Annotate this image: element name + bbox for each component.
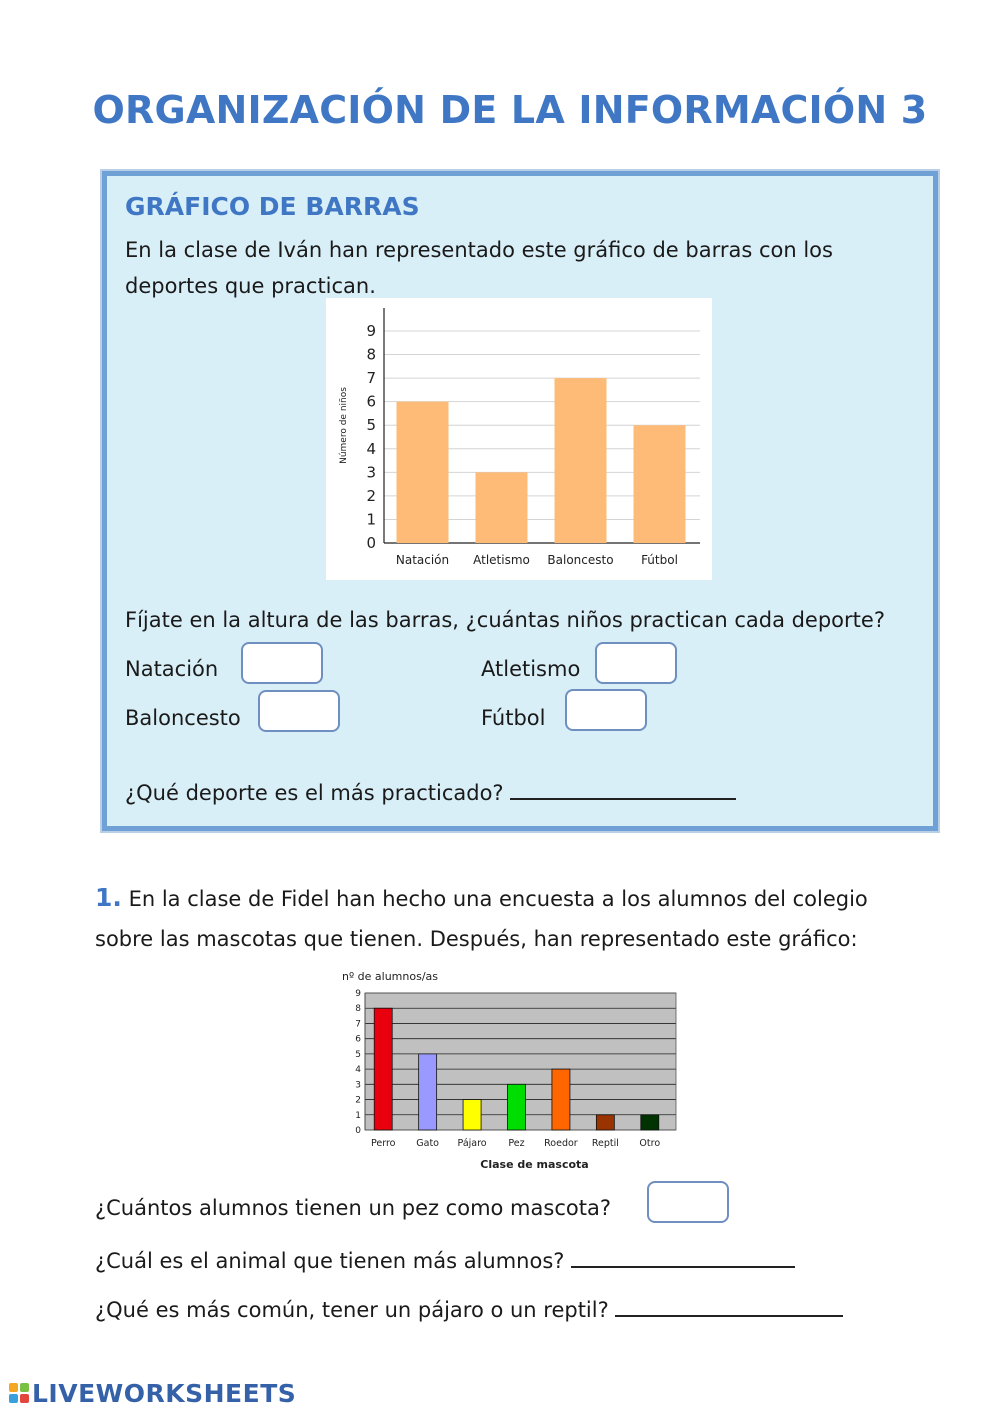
- bird-or-reptile-question: [95, 1293, 843, 1322]
- chart2-y-tick-label: 7: [355, 1019, 361, 1030]
- answer-futbol-input[interactable]: [565, 689, 647, 731]
- chart2-y-tick-label: 8: [355, 1004, 361, 1015]
- answer-baloncesto-input[interactable]: [258, 690, 340, 732]
- chart1-y-tick-label: 6: [366, 392, 376, 411]
- bird-or-reptile-answer-line[interactable]: [615, 1293, 843, 1317]
- chart2-y-tick-label: 1: [355, 1110, 361, 1121]
- chart1-category-label: Natación: [395, 553, 450, 567]
- answer-atletismo-input[interactable]: [595, 642, 677, 684]
- exercise-1-line-2: sobre las mascotas que tienen. Después, han representado este gráfico:: [95, 927, 858, 951]
- chart2-bar: [552, 1069, 570, 1130]
- label-baloncesto: Baloncesto: [125, 706, 241, 730]
- chart1-category-label: Baloncesto: [547, 553, 614, 567]
- sports-question: Fíjate en la altura de las barras, ¿cuántas niños practican cada deporte?: [125, 608, 885, 632]
- page-title: ORGANIZACIÓN DE LA INFORMACIÓN 3: [92, 88, 928, 132]
- chart1-category-label: Fútbol: [641, 553, 678, 567]
- most-practiced-question-text: ¿Qué deporte es el más practicado?: [125, 781, 504, 805]
- exercise-1-line-1: En la clase de Fidel han hecho una encuesta a los alumnos del colegio: [128, 887, 868, 911]
- chart2-x-axis-label: Clase de mascota: [480, 1158, 589, 1171]
- chart1-y-tick-label: 5: [366, 416, 376, 435]
- label-futbol: Fútbol: [481, 706, 546, 730]
- label-atletismo: Atletismo: [481, 657, 581, 681]
- chart2-bar: [463, 1100, 481, 1130]
- answer-natacion-input[interactable]: [241, 642, 323, 684]
- exercise-number: 1.: [95, 883, 122, 912]
- chart1-y-tick-label: 0: [366, 534, 376, 552]
- most-practiced-question: [125, 776, 736, 805]
- chart1-y-axis-label: Número de niños: [339, 387, 349, 464]
- chart2-bar: [419, 1054, 437, 1130]
- answer-fish-input[interactable]: [647, 1181, 729, 1223]
- liveworksheets-logo-icon: [8, 1381, 30, 1405]
- chart1-y-tick-label: 2: [366, 486, 376, 505]
- sports-bar-chart-svg: [326, 298, 712, 580]
- chart2-category-label: Pez: [508, 1138, 525, 1149]
- chart2-category-label: Roedor: [544, 1138, 578, 1149]
- chart2-y-tick-label: 0: [355, 1126, 361, 1136]
- exercise-1-statement: [95, 878, 928, 959]
- chart2-y-tick-label: 4: [355, 1065, 361, 1076]
- chart1-y-tick-label: 4: [366, 439, 376, 458]
- liveworksheets-brand: LIVEWORKSHEETS: [32, 1379, 297, 1408]
- chart2-category-label: Pájaro: [457, 1138, 487, 1149]
- most-common-animal-question: [95, 1244, 795, 1273]
- label-natacion: Natación: [125, 657, 219, 681]
- most-practiced-answer-line[interactable]: [510, 776, 736, 800]
- sports-bar-chart: [326, 298, 712, 580]
- bird-or-reptile-question-text: ¿Qué es más común, tener un pájaro o un reptil?: [95, 1298, 609, 1322]
- chart2-bar: [596, 1115, 614, 1130]
- chart1-bar: [634, 425, 686, 543]
- chart2-y-axis-label: nº de alumnos/as: [342, 970, 438, 983]
- chart1-y-tick-label: 1: [366, 510, 376, 529]
- chart2-y-tick-label: 9: [355, 989, 361, 999]
- fish-question: ¿Cuántos alumnos tienen un pez como mascota?: [95, 1196, 611, 1220]
- chart2-y-tick-label: 3: [355, 1080, 361, 1091]
- chart2-bar: [374, 1008, 392, 1130]
- intro-line-1: En la clase de Iván han representado este gráfico de barras con los: [125, 238, 833, 262]
- info-box-heading: GRÁFICO DE BARRAS: [125, 192, 420, 221]
- chart2-y-tick-label: 2: [355, 1095, 361, 1106]
- bar-chart-info-box: [102, 171, 938, 831]
- liveworksheets-logo: [8, 1379, 296, 1408]
- chart1-y-tick-label: 3: [366, 463, 376, 482]
- most-common-animal-question-text: ¿Cuál es el animal que tienen más alumnos?: [95, 1249, 565, 1273]
- chart2-y-tick-label: 5: [355, 1049, 361, 1060]
- intro-line-2: deportes que practican.: [125, 274, 376, 298]
- chart1-bar: [397, 402, 449, 543]
- pets-bar-chart-svg: [330, 965, 690, 1180]
- chart2-category-label: Otro: [639, 1138, 661, 1149]
- chart1-y-tick-label: 9: [366, 322, 376, 340]
- chart1-y-tick-label: 8: [366, 345, 376, 364]
- chart2-bar: [641, 1115, 659, 1130]
- chart2-y-tick-label: 6: [355, 1034, 361, 1045]
- chart2-category-label: Perro: [370, 1138, 396, 1149]
- most-common-animal-answer-line[interactable]: [571, 1244, 795, 1268]
- info-box-intro: [125, 232, 905, 304]
- chart2-category-label: Gato: [416, 1138, 440, 1149]
- chart1-bar: [555, 378, 607, 543]
- pets-bar-chart: [330, 965, 690, 1180]
- chart1-category-label: Atletismo: [473, 553, 530, 567]
- chart2-bar: [508, 1084, 526, 1130]
- chart2-category-label: Reptil: [591, 1138, 619, 1149]
- chart1-y-tick-label: 7: [366, 369, 376, 388]
- chart1-bar: [476, 472, 528, 543]
